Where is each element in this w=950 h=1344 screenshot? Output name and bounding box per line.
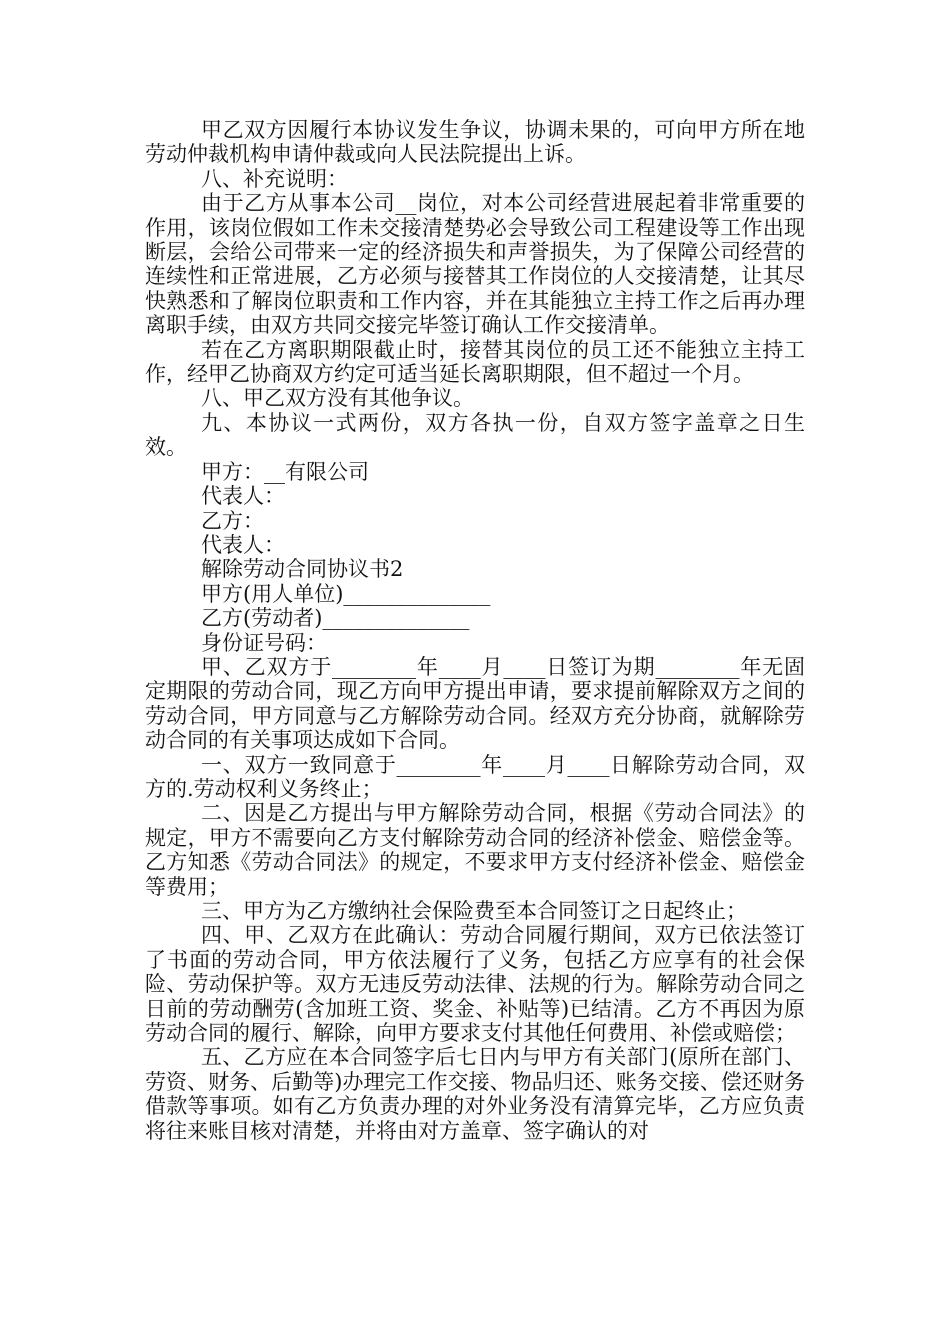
document-body: [145, 118, 805, 1143]
paragraph-job-handover: 由于乙方从事本公司__岗位，对本公司经营进展起着非常重要的作用，该岗位假如工作未交接清楚势必会导致公司工程建设等工作出现断层，会给公司带来一定的经济损失和声誉损失，为了保障公司经营的连续性和正常进展，乙方必须与接替其工作岗位的人交接清楚，让其尽快熟悉和了解岗位职责和工作内容，并在其能独立主持工作之后再办理离职手续，由双方共同交接完毕签订确认工作交接清单。: [145, 191, 805, 338]
party-b-label: 乙方：: [201, 508, 264, 533]
party-b-representative: 代表人：: [201, 532, 285, 557]
clause-2: 二、因是乙方提出与甲方解除劳动合同，根据《劳动合同法》的规定，甲方不需要向乙方支付解除劳动合同的经济补偿金、赔偿金等。乙方知悉《劳动合同法》的规定，不要求甲方支付经济补偿金、赔偿金等费用；: [145, 801, 805, 899]
employer-line: 甲方(用人单位)______________: [201, 581, 491, 606]
party-a-company: 甲方：__有限公司: [201, 459, 369, 484]
clause-5: 五、乙方应在本合同签字后七日内与甲方有关部门(原所在部门、劳资、财务、后勤等)办理完工作交接、物品归还、账务交接、偿还财务借款等事项。如有乙方负责办理的对外业务没有清算完毕，乙方应负责将往来账目核对清楚，并将由对方盖章、签字确认的对: [145, 1045, 805, 1143]
clause-4: 四、甲、乙双方在此确认：劳动合同履行期间，双方已依法签订了书面的劳动合同，甲方依法履行了义务，包括乙方应享有的社会保险、劳动保护等。双方无违反劳动法律、法规的行为。解除劳动合同之日前的劳动酬劳(含加班工资、奖金、补贴等)已结清。乙方不再因为原劳动合同的履行、解除，向甲方要求支付其他任何费用、补偿或赔偿；: [145, 923, 805, 1046]
clause-3: 三、甲方为乙方缴纳社会保险费至本合同签订之日起终止；: [201, 899, 747, 923]
paragraph-no-other-disputes: 八、甲乙双方没有其他争议。: [201, 386, 474, 411]
party-a-representative: 代表人：: [201, 484, 285, 509]
clause-1: 一、双方一致同意于________年____月____日解除劳动合同，双方的.劳动权利义务终止；: [145, 752, 805, 801]
paragraph-copies-effective: 九、本协议一式两份，双方各执一份，自双方签字盖章之日生效。: [145, 410, 805, 460]
paragraph-dispute-resolution: 甲乙双方因履行本协议发生争议，协调未果的，可向甲方所在地劳动仲裁机构申请仲裁或向人民法院提出上诉。: [145, 118, 805, 167]
heading-supplementary-notes: 八、补充说明：: [201, 166, 348, 191]
paragraph-contract-background: 甲、乙双方于________年____月____日签订为期________年无固定期限的劳动合同，现乙方向甲方提出申请，要求提前解除双方之间的劳动合同，甲方同意与乙方解除劳动合同。经双方充分协商，就解除劳动合同的有关事项达成如下合同。: [145, 654, 805, 753]
id-number-line: 身份证号码：: [201, 630, 327, 655]
agreement-title-2: 解除劳动合同协议书2: [201, 557, 404, 582]
employee-line: 乙方(劳动者)______________: [201, 606, 470, 631]
paragraph-extension-period: 若在乙方离职期限截止时，接替其岗位的员工还不能独立主持工作，经甲乙协商双方约定可适当延长离职期限，但不超过一个月。: [145, 337, 805, 387]
